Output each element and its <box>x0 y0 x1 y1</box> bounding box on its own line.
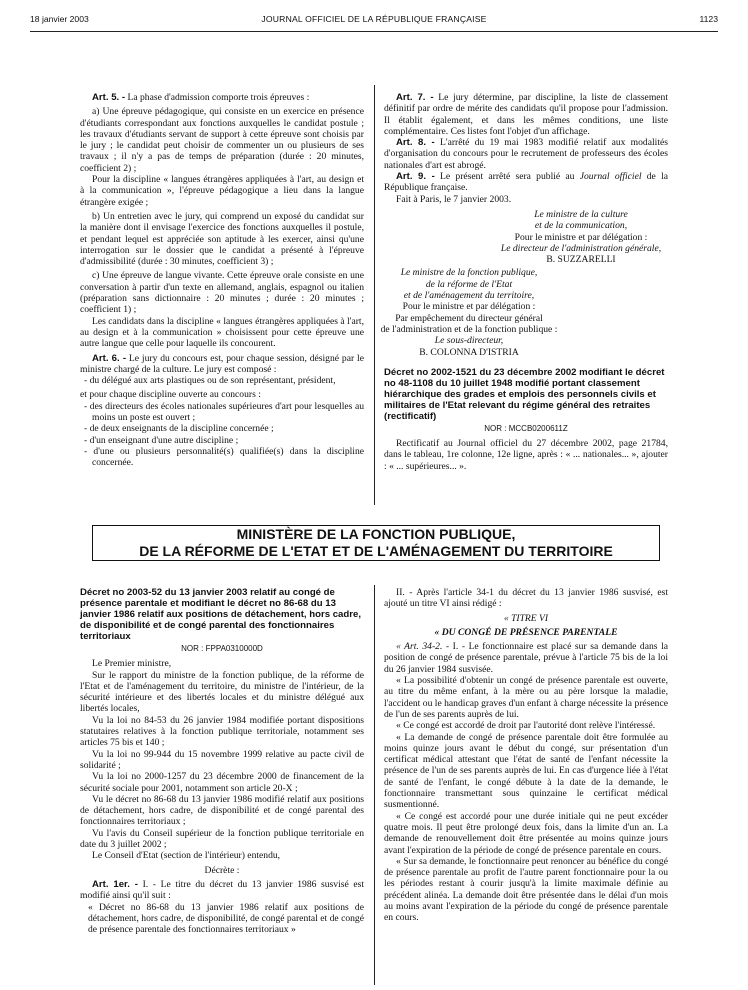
paragraph-a2: Pour la discipline « langues étrangères appliquées à l'art, au design et à la communication », l'épreuve pédagogique a lieu dans la langue étrangère exigée ; <box>80 174 364 208</box>
article-5-label: Art. 5. - <box>92 92 126 103</box>
signatory-name: B. COLONNA D'ISTRIA <box>419 346 519 358</box>
article-6-text: Le jury du concours est, pour chaque session, désigné par le ministre chargé de la culture. Le jury est composé : <box>80 352 364 375</box>
paragraph: Vu la loi no 2000-1257 du 23 décembre 2000 de financement de la sécurité sociale pour 2001, notamment son article 20-X ; <box>80 771 364 794</box>
list-item: - d'une ou plusieurs personnalité(s) qualifiée(s) dans la discipline concernée. <box>84 445 364 469</box>
paragraph: « Ce congé est accordé pour une durée initiale qui ne peut excéder quatre mois. Il peut être prolongé deux fois, dans la limite d'un an. La demande de renouvellement doit être présentée au moins quinze jours avant l'expiration de la période de congé de présence parentale en cours. <box>384 810 668 856</box>
paragraph-c: c) Une épreuve de langue vivante. Cette épreuve orale consiste en une conversation à partir d'un texte en allemand, anglais, espagnol ou italien (préparation sans dictionnaire : 20 minutes ; durée : 20 minutes ; coefficient 1) ; <box>80 270 364 316</box>
rectificatif-body: Rectificatif au Journal officiel du 27 décembre 2002, page 21784, dans le tableau, 1re colonne, 12e ligne, après : « ... nationales... », ajouter : « ... supérieures... ». <box>384 438 668 472</box>
list-item: - d'un enseignant d'une autre discipline ; <box>84 434 239 446</box>
paragraph-b: b) Un entretien avec le jury, qui comprend un exposé du candidat sur la manière dont il envisage l'exercice des fonctions auxquelles il postule, et pendant lequel est appréciée son aptitude à les exercer, ainsi qu'une interrogation sur le dossier que le candidat a présenté à l'épreuve d'admissibilité (durée : 30 minutes, coefficient 3) ; <box>80 210 364 268</box>
article-5-text: La phase d'admission comporte trois épreuves : <box>125 92 310 103</box>
signature-line: et de l'aménagement du territoire, <box>403 290 535 302</box>
paragraph: Vu l'avis du Conseil supérieur de la fonction publique territoriale en date du 3 juillet 2002 ; <box>80 827 364 851</box>
header-page-number: 1123 <box>699 14 718 24</box>
signature-line: Le sous-directeur, <box>434 335 504 347</box>
titre-vi: « TITRE VI <box>503 612 549 624</box>
paragraph: « Ce congé est accordé de droit par l'autorité dont relève l'intéressé. <box>396 720 656 732</box>
article-34-2-text: - I. - Le fonctionnaire est placé sur sa demande dans la position de congé de présence parentale, prévue à l'article 75 bis de la loi du 26 janvier 1984 susvisée. <box>384 641 668 675</box>
paragraph: « La possibilité d'obtenir un congé de présence parentale est ouverte, au titre du même enfant, à la mère ou au père lorsque la maladie, l'accident ou le handicap graves d'un enfant à charge nécessite la présence de l'un de ses parents auprès de lui. <box>384 675 668 720</box>
list-item: - du délégué aux arts plastiques ou de son représentant, président, <box>84 375 336 387</box>
decree-title: Décret no 2003-52 du 13 janvier 2003 relatif au congé de présence parentale et modifiant le décret no 86-68 du 13 janvier 1986 relatif aux positions de détachement, hors cadre, de disponibilité et de congé parental des fonctionnaires territoriaux <box>80 587 361 642</box>
header-date: 18 janvier 2003 <box>30 14 89 24</box>
chapter-heading: « DU CONGÉ DE PRÉSENCE PARENTALE <box>434 626 618 638</box>
signature-line: Le ministre de la fonction publique, <box>400 267 538 279</box>
signature-line: de la réforme de l'Etat <box>425 278 513 290</box>
signature-line: Le ministre de la culture <box>534 208 628 220</box>
signature-line: Par empêchement du directeur général <box>395 312 543 324</box>
signature-line: et de la communication, <box>534 220 628 232</box>
paragraph: Vu la loi no 84-53 du 26 janvier 1984 modifiée portant dispositions statutaires relatives à la fonction publique territoriale, notamment ses articles 75 bis et 140 ; <box>80 714 364 749</box>
decrete: Décrète : <box>204 864 240 876</box>
paragraph: « Sur sa demande, le fonctionnaire peut renoncer au bénéfice du congé de présence parentale au profit de l'autre parent fonctionnaire pour la ou les périodes restant à courir jusqu'à la limite maximale définie au précédent alinéa. La demande doit être présentée dans le délai d'un mois au moins avant l'expiration de la période du congé de présence parentale en cours. <box>384 855 668 924</box>
article-9-label: Art. 9. - <box>396 171 435 183</box>
nor-reference: NOR : MCCB0200611Z <box>484 423 568 433</box>
paragraph: Sur le rapport du ministre de la fonction publique, de la réforme de l'Etat et de l'aménagement du territoire, du ministre de l'intérieur, de la sécurité intérieure et des libertés locales et du ministre délégué aux libertés locales, <box>80 669 364 715</box>
signature-line: Pour le ministre et par délégation : <box>402 301 536 313</box>
journal-officiel-ref: Journal officiel <box>579 171 642 183</box>
right-column-top <box>380 92 668 472</box>
article-9-text-end: de la République française. <box>384 171 668 194</box>
left-column-bottom <box>80 587 364 935</box>
article-34-2-label: « Art. 34-2. <box>396 641 443 653</box>
paragraph-c2: Les candidats dans la discipline « langues étrangères appliquées à l'art, au design et à la communication » choisissent pour cette épreuve une autre langue que celle pour laquelle ils concourent. <box>80 315 364 350</box>
signature-line: Le directeur de l'administration générale, <box>500 242 662 254</box>
paragraph: « La demande de congé de présence parentale doit être formulée au moins quinze jours avant le début du congé, sur présentation d'un certificat médical attestant que l'état de santé de l'enfant nécessite la présence de l'un de ses parents auprès de lui. En cas d'urgence liée à l'état de santé de l'enfant, le congé débute à la date de la demande, le fonctionnaire transmettant sous quinzaine le certificat médical susmentionné. <box>384 731 668 811</box>
signature-block-culture <box>494 209 668 265</box>
signatory-name: B. SUZZARELLI <box>546 254 616 266</box>
article-9-text: Le présent arrêté sera publié au <box>434 171 580 183</box>
right-column-bottom <box>384 587 668 924</box>
article-1-text: I. - Le titre du décret du 13 janvier 1986 susvisé est modifié ainsi qu'il suit : <box>80 878 364 902</box>
article-1-label: Art. 1er. - <box>92 878 138 890</box>
paragraph-discipline: et pour chaque discipline ouverte au concours : <box>80 389 261 401</box>
quoted-title: « Décret no 86-68 du 13 janvier 1986 relatif aux positions de détachement, hors cadre, de disponibilité, de congé parental et de congé de présence parentale des fonctionnaires territoriaux » <box>88 901 364 936</box>
article-7-text: Le jury détermine, par discipline, la liste de classement définitif par ordre de mérite des candidats qu'il propose pour l'admission. Il établit également, et dans les mêmes conditions, une liste complémentaire. Ces listes font l'objet d'un affichage. <box>384 92 668 137</box>
list-item: - des directeurs des écoles nationales supérieures d'art pour lesquelles au moins un poste est ouvert ; <box>84 400 364 424</box>
header-journal-title: JOURNAL OFFICIEL DE LA RÉPUBLIQUE FRANÇAISE <box>261 14 487 24</box>
paragraph: II. - Après l'article 34-1 du décret du 13 janvier 1986 susvisé, est ajouté un titre VI ainsi rédigé : <box>384 587 668 610</box>
list-item: - de deux enseignants de la discipline concernée ; <box>84 423 274 435</box>
paragraph: Le Premier ministre, <box>92 658 172 670</box>
decree-title-rectificatif: Décret no 2002-1521 du 23 décembre 2002 modifiant le décret no 48-1108 du 10 juillet 1948 modifié portant classement hiérarchique des grades et emplois des personnels civils et militaires de l'Etat relevant du régime général des retraites (rectificatif) <box>384 366 665 422</box>
signature-line: Pour le ministre et par délégation : <box>514 231 648 243</box>
paragraph-a: a) Une épreuve pédagogique, qui consiste en un exercice en présence d'étudiants correspondant aux fonctions auxquelles le candidat postule ; les travaux d'étudiants servant de support à cette épreuve sont choisis par le jury ; le candidat peut choisir de commenter un ou plusieurs de ses travaux ; il n'y a pas de temps de préparation (durée : 20 minutes, coefficient 2) ; <box>80 106 364 174</box>
paragraph: Vu la loi no 99-944 du 15 novembre 1999 relative au pacte civil de solidarité ; <box>80 748 364 771</box>
ministry-line-2: DE LA RÉFORME DE L'ETAT ET DE L'AMÉNAGEMENT DU TERRITOIRE <box>139 543 613 559</box>
left-column-top <box>80 92 364 469</box>
article-7-label: Art. 7. - <box>396 92 434 103</box>
article-8-text: L'arrêté du 19 mai 1983 modifié relatif aux modalités d'organisation du concours pour le recrutement de professeurs des écoles nationales d'art est abrogé. <box>384 137 668 171</box>
paragraph: Le Conseil d'Etat (section de l'intérieur) entendu, <box>92 850 281 862</box>
signature-line: de l'administration et de la fonction publique : <box>380 323 558 335</box>
ministry-line-1: MINISTÈRE DE LA FONCTION PUBLIQUE, <box>236 526 516 542</box>
done-at: Fait à Paris, le 7 janvier 2003. <box>396 193 512 205</box>
column-separator-bottom <box>374 585 375 985</box>
header-rule <box>30 31 718 32</box>
ministry-banner <box>92 525 660 561</box>
signature-block-fonction-publique <box>374 267 564 357</box>
page-header <box>30 10 718 24</box>
paragraph: Vu le décret no 86-68 du 13 janvier 1986 modifié relatif aux positions de détachement, hors cadre, de disponibilité et de congé parental des fonctionnaires territoriaux ; <box>80 793 364 828</box>
nor-reference: NOR : FPPA0310000D <box>181 644 263 653</box>
article-6-label: Art. 6. - <box>92 352 127 364</box>
article-8-label: Art. 8. - <box>396 137 435 149</box>
